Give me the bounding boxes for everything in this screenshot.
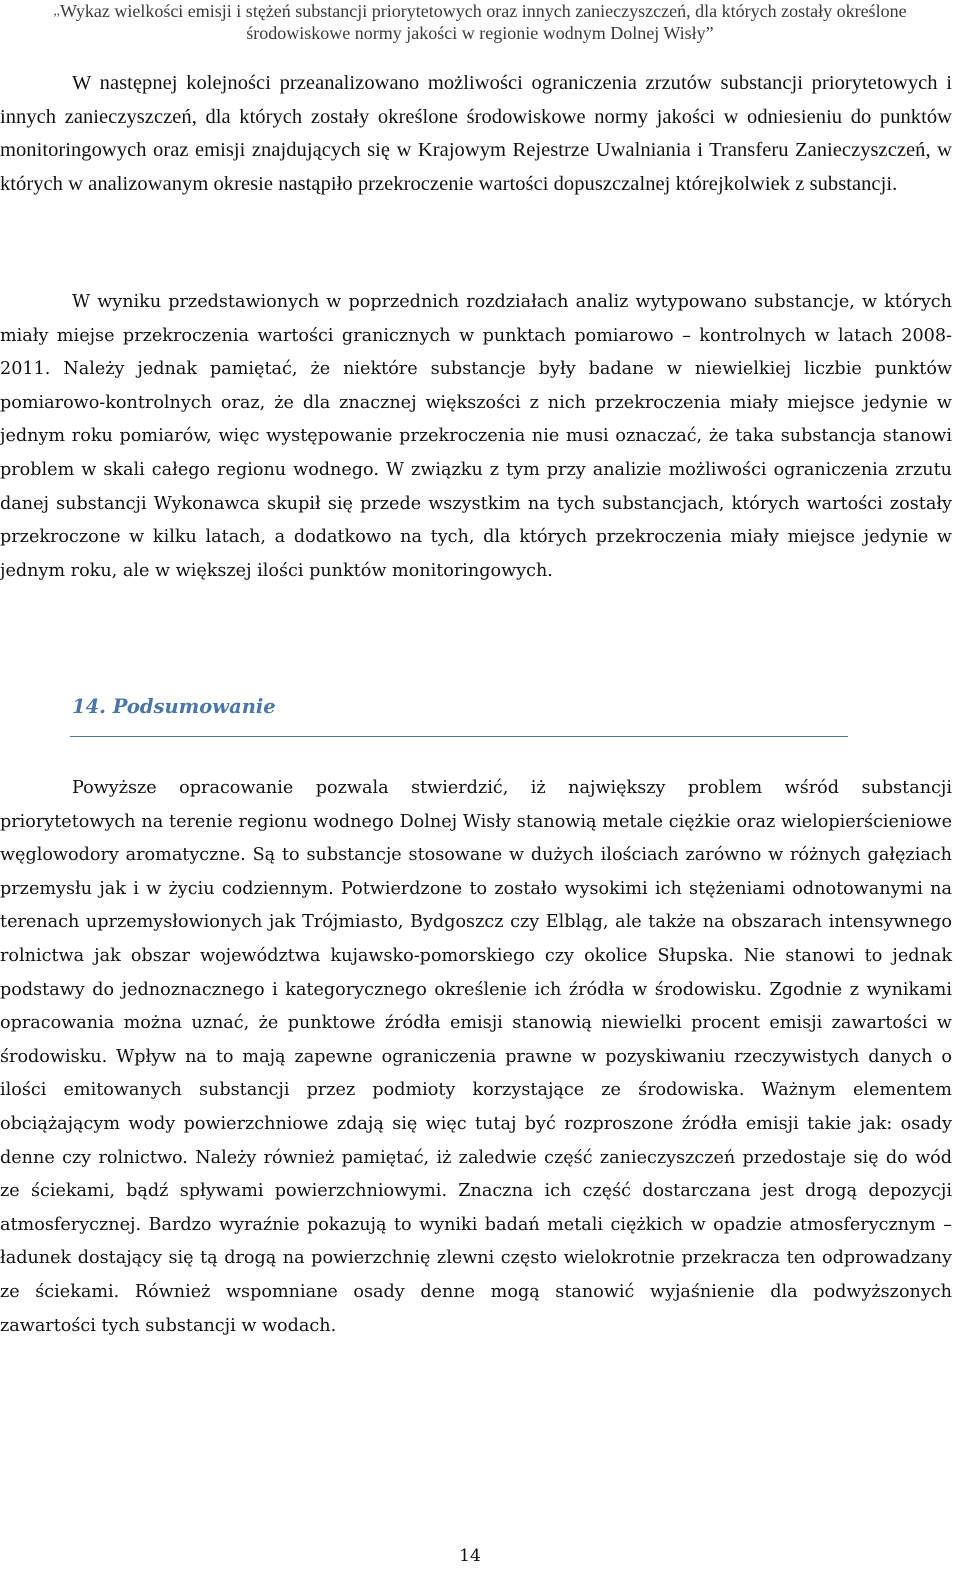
paragraph-analysis-intro [0, 67, 952, 201]
section-heading-summary: 14. Podsumowanie [72, 695, 276, 718]
header-line-1: Wykaz wielkości emisji i stężeń substancji priorytetowych oraz innych zanieczyszczeń, dla których zostały określone [59, 1, 907, 21]
section-heading-rule [70, 736, 848, 737]
paragraph-selected-substances [0, 286, 952, 588]
paragraph-3-text: Powyższe opracowanie pozwala stwierdzić, iż największy problem wśród substancji priorytetowych na terenie regionu wodnego Dolnej Wisły stanowią metale ciężkie oraz wielopierścieniowe węglowodory aromatyczne. Są to substancje stosowane w dużych ilościach zarówno w różnych gałęziach przemysłu jak i w życiu codziennym. Potwierdzone to zostało wysokimi ich stężeniami odnotowanymi na terenach uprzemysłowionych jak Trójmiasto, Bydgoszcz czy Elbląg, ale także na obszarach intensywnego rolnictwa jak obszar województwa kujawsko-pomorskiego czy okolice Słupska. Nie stanowi to jednak podstawy do jednoznacznego i kategorycznego określenie ich źródła w środowisku. Zgodnie z wynikami opracowania można uznać, że punktowe źródła emisji stanowią niewielki procent emisji zawartości w środowisku. Wpływ na to mają zapewne ograniczenia prawne w pozyskiwaniu rzeczywistych danych o ilości emitowanych substancji przez podmioty korzystające ze środowiska. Ważnym elementem obciążającym wody powierzchniowe zdają się więc tutaj być rozproszone źródła emisji takie jak: osady denne czy rolnictwo. Należy również pamiętać, iż zaledwie część zanieczyszczeń przedostaje się do wód ze ściekami, bądź spływami powierzchniowymi. Znaczna ich część dostarczana jest drogą depozycji atmosferycznej. Bardzo wyraźnie pokazują to wyniki badań metali ciężkich w opadzie atmosferycznym – ładunek dostający się tą drogą na powierzchnię zlewni często wielokrotnie przekracza ten odprowadzany ze ściekami. Również wspomniane osady denne mogą stanowić wyjaśnienie dla podwyższonych zawartości tych substancji w wodach. [0, 778, 952, 1336]
paragraph-2-text: W wyniku przedstawionych w poprzednich rozdziałach analiz wytypowano substancje, w których miały miejse przekroczenia wartości granicznych w punktach pomiarowo – kontrolnych w latach 2008-2011. Należy jednak pamiętać, że niektóre substancje były badane w niewielkiej liczbie punktów pomiarowo-kontrolnych oraz, że dla znacznej większości z nich przekroczenia miały miejsce jedynie w jednym roku pomiarów, więc występowanie przekroczenia nie musi oznaczać, że taka substancja stanowi problem w skali całego regionu wodnego. W związku z tym przy analizie możliwości ograniczenia zrzutu danej substancji Wykonawca skupił się przede wszystkim na tych substancjach, których wartości zostały przekroczone w kilku latach, a dodatkowo na tych, dla których przekroczenia miały miejsce jedynie w jednym roku, ale w większej ilości punktów monitoringowych. [0, 292, 952, 581]
header-line-2: środowiskowe normy jakości w regionie wodnym Dolnej Wisły” [246, 23, 714, 43]
header-open-quote: ,, [53, 3, 60, 18]
paragraph-1-text: W następnej kolejności przeanalizowano możliwości ograniczenia zrzutów substancji priorytetowych i innych zanieczyszczeń, dla których zostały określone środowiskowe normy jakości w odniesieniu do punktów monitoringowych oraz emisji znajdujących się w Krajowym Rejestrze Uwalniania i Transferu Zanieczyszczeń, w których w analizowanym okresie nastąpiło przekroczenie wartości dopuszczalnej którejkolwiek z substancji. [0, 72, 952, 195]
page-number: 14 [459, 1546, 481, 1566]
running-header [0, 0, 960, 44]
paragraph-summary [0, 772, 952, 1343]
